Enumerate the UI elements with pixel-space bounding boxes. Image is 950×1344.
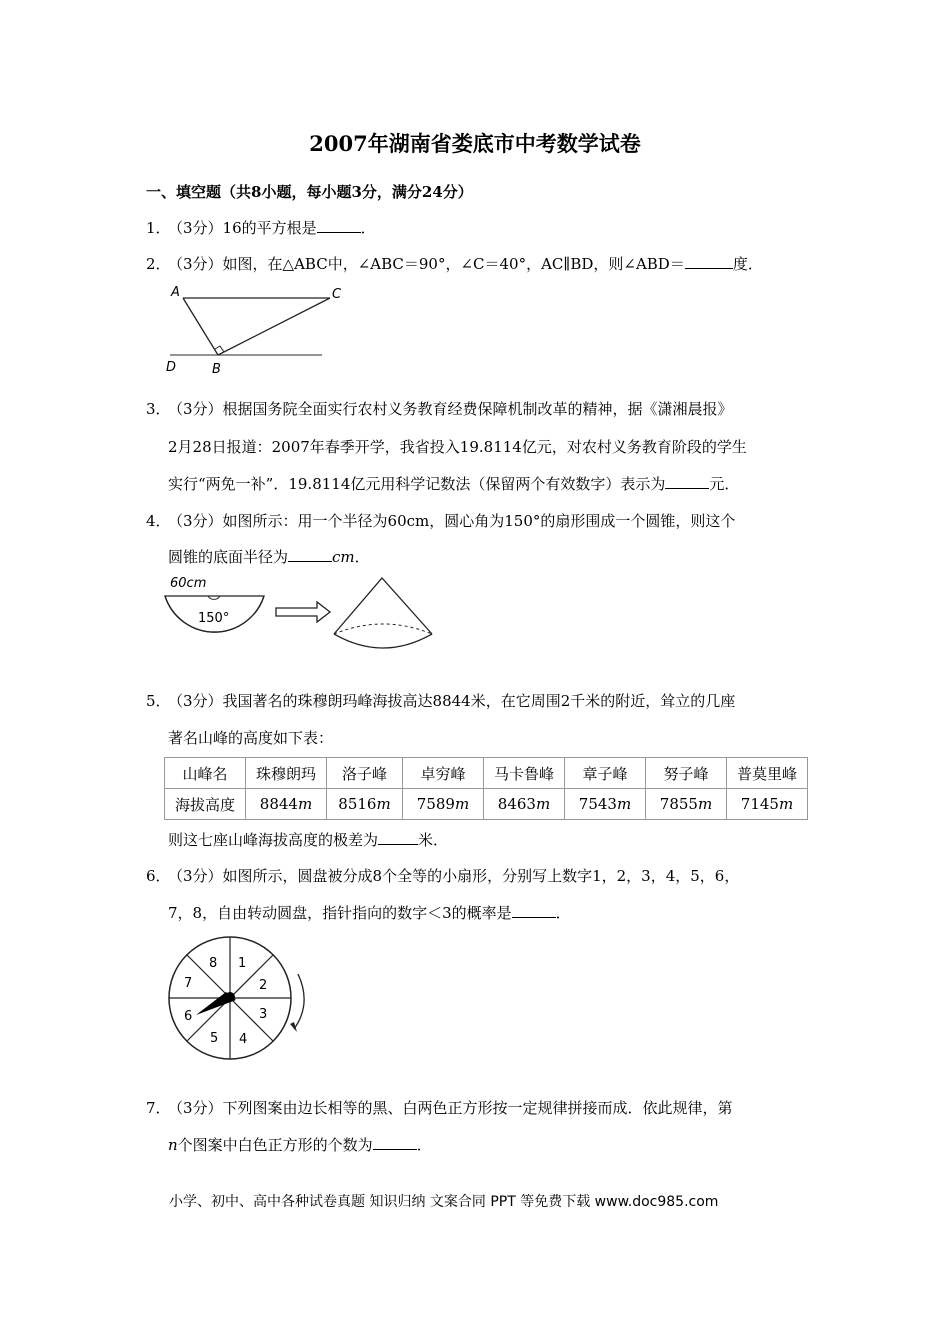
segment-ab <box>183 298 218 355</box>
page-title: 2007年湖南省娄底市中考数学试卷 <box>309 131 641 156</box>
angle-label: 150° <box>198 611 230 626</box>
answer-blank <box>373 1135 417 1150</box>
sector-label: 5 <box>210 1031 219 1046</box>
q5-number: 5． <box>146 692 171 710</box>
sector-label: 1 <box>238 956 247 971</box>
q6-stem: 7，8，自由转动圆盘，指针指向的数字＜3的概率是 <box>168 904 512 922</box>
answer-blank <box>665 474 709 489</box>
q6-line1: （3分）如图所示，圆盘被分成8个全等的小扇形，分别写上数字1，2，3，4，5，6， <box>168 867 740 885</box>
cone-base-front <box>334 634 432 648</box>
q1-stem: （3分）16的平方根是 <box>168 219 317 237</box>
spinner-figure <box>162 934 312 1064</box>
q3-line1: （3分）根据国务院全面实行农村义务教育经费保障机制改革的精神，据《潇湘晨报》 <box>168 400 733 418</box>
q7-line1: （3分）下列图案由边长相等的黑、白两色正方形按一定规律拼接而成．依此规律，第 <box>168 1099 733 1117</box>
answer-blank <box>685 254 733 269</box>
label-b: B <box>212 362 221 377</box>
table-row <box>165 789 808 820</box>
table-cell: 普莫里峰 <box>727 758 808 789</box>
peak-height-table <box>164 757 808 820</box>
q4-unit: cm <box>332 548 355 566</box>
sector-label: 2 <box>259 978 268 993</box>
table-cell: 努子峰 <box>646 758 727 789</box>
answer-blank <box>378 830 418 845</box>
q7-end: ． <box>416 1136 432 1154</box>
q1-number: 1． <box>146 219 171 237</box>
q7-variable: n <box>168 1136 178 1154</box>
sector-label: 3 <box>259 1007 268 1022</box>
table-cell: 8844m <box>246 789 327 820</box>
q7-stem: 个图案中白色正方形的个数为 <box>177 1136 373 1154</box>
label-a: A <box>171 285 180 300</box>
sector-label: 6 <box>184 1009 193 1024</box>
pivot-icon <box>225 992 235 1002</box>
table-cell: 7145m <box>727 789 808 820</box>
label-d: D <box>166 360 177 375</box>
radius-label: 60cm <box>170 576 207 591</box>
q7-number: 7． <box>146 1099 171 1117</box>
q3-line2: 2月28日报道：2007年春季开学，我省投入19.8114亿元，对农村义务教育阶段的学生 <box>168 438 747 456</box>
answer-blank <box>317 218 361 233</box>
table-cell: 珠穆朗玛 <box>246 758 327 789</box>
cone-sides <box>334 578 432 634</box>
section-heading: 一、填空题（共8小题，每小题3分，满分24分） <box>146 183 473 201</box>
table-cell: 8516m <box>327 789 403 820</box>
q5-stem: 则这七座山峰海拔高度的极差为 <box>168 831 379 849</box>
table-cell: 7855m <box>646 789 727 820</box>
q4-number: 4． <box>146 512 171 530</box>
table-cell: 7589m <box>403 789 484 820</box>
q6-number: 6． <box>146 867 171 885</box>
q3-number: 3． <box>146 400 171 418</box>
table-cell: 洛子峰 <box>327 758 403 789</box>
q6-line2 <box>168 902 571 923</box>
sector-cone-figure <box>160 572 440 672</box>
answer-blank <box>512 903 556 918</box>
q1-text <box>168 217 376 238</box>
table-cell: 7543m <box>565 789 646 820</box>
footer-text: 小学、初中、高中各种试卷真题 知识归纳 文案合同 PPT 等免费下载 www.doc985.com <box>169 1194 719 1210</box>
q5-line2: 著名山峰的高度如下表： <box>168 729 334 747</box>
q4-stem: 圆锥的底面半径为 <box>168 548 289 566</box>
q1-end: ． <box>360 219 376 237</box>
table-cell: 山峰名 <box>165 758 246 789</box>
segment-bc <box>218 298 330 355</box>
table-cell: 马卡鲁峰 <box>484 758 565 789</box>
q4-line2 <box>168 546 370 567</box>
table-header-row <box>165 758 808 789</box>
q2-number: 2． <box>146 255 171 273</box>
q3-end: 元． <box>709 475 740 493</box>
table-cell: 8463m <box>484 789 565 820</box>
q5-end: 米． <box>418 831 449 849</box>
q6-end: ． <box>555 904 571 922</box>
q2-stem: （3分）如图，在△ABC中，∠ABC＝90°，∠C＝40°，AC∥BD，则∠ABD＝ <box>168 255 685 273</box>
q2-end: 度． <box>732 255 763 273</box>
q7-line2 <box>168 1134 432 1155</box>
arrow-icon <box>276 602 330 622</box>
triangle-figure <box>160 280 340 380</box>
q5-line1: （3分）我国著名的珠穆朗玛峰海拔高达8844米，在它周围2千米的附近，耸立的几座 <box>168 692 736 710</box>
sector-label: 4 <box>239 1032 248 1047</box>
table-cell: 海拔高度 <box>165 789 246 820</box>
q4-line1: （3分）如图所示：用一个半径为60cm，圆心角为150°的扇形围成一个圆锥，则这个 <box>168 512 736 530</box>
sector-label: 8 <box>209 956 218 971</box>
sector-label: 7 <box>184 976 193 991</box>
q5-after <box>168 829 448 850</box>
label-c: C <box>332 287 342 302</box>
q3-stem: 实行“两免一补”．19.8114亿元用科学记数法（保留两个有效数字）表示为 <box>168 475 666 493</box>
rotation-arrow-icon <box>294 974 304 1029</box>
table-cell: 卓穷峰 <box>403 758 484 789</box>
q2-text <box>168 253 763 274</box>
table-cell: 章子峰 <box>565 758 646 789</box>
q4-end: ． <box>354 548 370 566</box>
q3-line3 <box>168 473 739 494</box>
cone-base-back <box>334 624 432 634</box>
answer-blank <box>288 547 332 562</box>
